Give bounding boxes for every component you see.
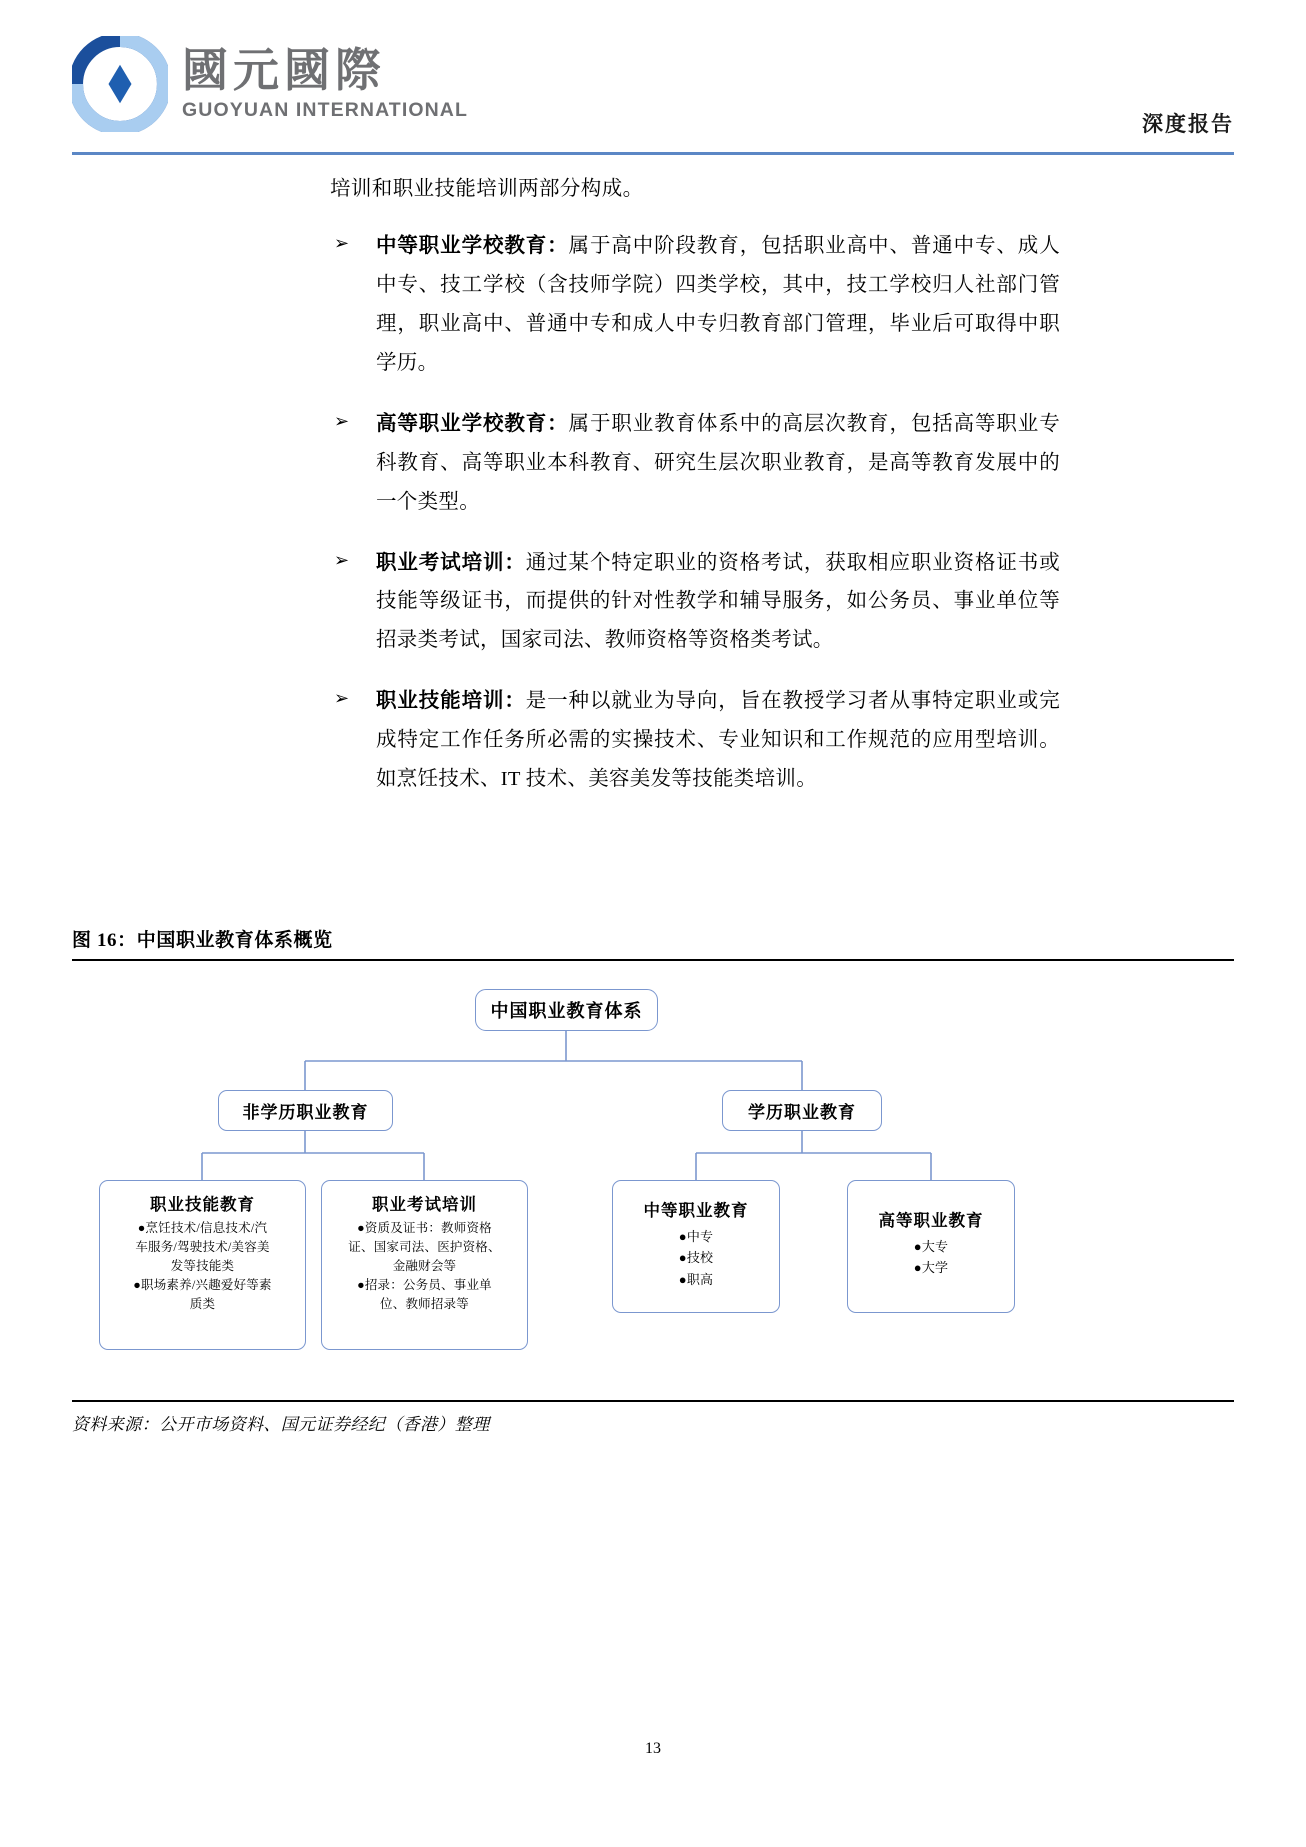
node-label: 非学历职业教育	[242, 1103, 369, 1122]
figure-source-note: 资料来源：公开市场资料、国元证券经纪（香港）整理	[72, 1415, 490, 1434]
guoyuan-logo-icon	[72, 36, 168, 132]
list-item-text: 属于高中阶段教育，包括职业高中、普通中专、成人中专、技工学校（含技师学院）四类学校，其中，技工学校归人社部门管理，职业高中、普通中专和成人中专归教育部门管理，毕业后可取得中职学历。	[376, 234, 1060, 374]
node-detail-line: ●技校	[678, 1250, 714, 1266]
bullet-list	[330, 227, 1060, 799]
list-item	[330, 682, 1060, 799]
report-type-label: 深度报告	[1142, 112, 1234, 136]
node-detail-line: ●大学	[913, 1260, 949, 1276]
list-item-text: 属于职业教育体系中的高层次教育，包括高等职业专科教育、高等职业本科教育、研究生层次职业教育，是高等教育发展中的一个类型。	[376, 412, 1060, 513]
figure-top-rule	[72, 959, 1234, 961]
figure-bottom-rule	[72, 1400, 1234, 1402]
node-detail-line: 证、国家司法、医护资格、	[348, 1240, 501, 1254]
diagram-node-non-degree	[218, 1090, 393, 1131]
list-item-text: 通过某个特定职业的资格考试，获取相应职业资格证书或技能等级证书，而提供的针对性教学和辅导服务，如公务员、事业单位等招录类考试，国家司法、教师资格等资格类考试。	[376, 551, 1061, 652]
header-divider	[72, 152, 1234, 155]
arrow-bullet-icon: ➢	[334, 410, 350, 432]
node-detail-line: 位、教师招录等	[380, 1297, 469, 1311]
node-detail-list	[613, 1226, 779, 1290]
diagram-node-higher-vocational-education	[847, 1180, 1015, 1313]
logo-english-name: GUOYUAN INTERNATIONAL	[182, 98, 468, 121]
node-detail-line: 发等技能类	[170, 1259, 235, 1273]
logo-wordmark	[182, 46, 468, 122]
list-item-text: 是一种以就业为导向，旨在教授学习者从事特定职业或完成特定工作任务所必需的实操技术、专业知识和工作规范的应用型培训。如烹饪技术、IT 技术、美容美发等技能类培训。	[376, 690, 1061, 791]
node-label: 高等职业教育	[878, 1211, 984, 1230]
list-item	[330, 227, 1060, 383]
list-item	[330, 544, 1060, 661]
list-item-body	[376, 227, 1060, 383]
node-detail-line: 金融财会等	[392, 1259, 457, 1273]
node-detail-list	[100, 1219, 305, 1314]
list-item-term: 职业技能培训：	[376, 690, 526, 713]
node-detail-line: ●大专	[913, 1239, 949, 1254]
arrow-bullet-icon: ➢	[334, 232, 350, 254]
node-label: 学历职业教育	[748, 1103, 856, 1122]
node-detail-line: ●职场素养/兴趣爱好等素	[133, 1278, 272, 1292]
company-logo	[72, 36, 468, 132]
lead-paragraph: 培训和职业技能培训两部分构成。	[330, 178, 644, 200]
arrow-bullet-icon: ➢	[334, 688, 350, 710]
page-header	[72, 30, 1234, 150]
figure-title: 图 16：中国职业教育体系概览	[72, 930, 333, 951]
figure-caption-block	[72, 925, 1234, 961]
arrow-bullet-icon: ➢	[334, 549, 350, 571]
body-content	[330, 170, 1060, 821]
node-detail-list	[322, 1219, 527, 1314]
diagram-node-vocational-exam-training	[321, 1180, 528, 1350]
node-detail-list	[848, 1236, 1014, 1279]
node-detail-line: 质类	[189, 1297, 216, 1311]
diagram-node-root	[475, 989, 658, 1031]
diagram-node-degree	[722, 1090, 882, 1131]
list-item-term: 高等职业学校教育：	[376, 412, 569, 435]
list-item-body	[376, 405, 1060, 522]
node-label: 中等职业教育	[643, 1201, 749, 1220]
node-label: 职业技能教育	[150, 1195, 255, 1214]
list-item-body	[376, 682, 1060, 799]
logo-chinese-name: 國元國際	[182, 44, 386, 97]
node-label: 中国职业教育体系	[490, 1001, 643, 1021]
node-label: 职业考试培训	[372, 1195, 477, 1214]
node-detail-line: 车服务/驾驶技术/美容美	[135, 1240, 270, 1254]
org-chart-diagram	[72, 975, 1234, 1375]
list-item-term: 职业考试培训：	[376, 551, 526, 574]
node-detail-line: ●中专	[678, 1229, 714, 1244]
node-detail-line: ●职高	[678, 1271, 714, 1287]
list-item-body	[376, 544, 1060, 661]
diagram-node-secondary-vocational-education	[612, 1180, 780, 1313]
node-detail-line: ●资质及证书：教师资格	[357, 1221, 492, 1235]
diagram-node-vocational-skill-education	[99, 1180, 306, 1350]
list-item	[330, 405, 1060, 522]
list-item-term: 中等职业学校教育：	[376, 234, 569, 257]
node-detail-line: ●烹饪技术/信息技术/汽	[137, 1221, 268, 1235]
page-number: 13	[645, 1740, 661, 1757]
node-detail-line: ●招录：公务员、事业单	[357, 1278, 492, 1292]
